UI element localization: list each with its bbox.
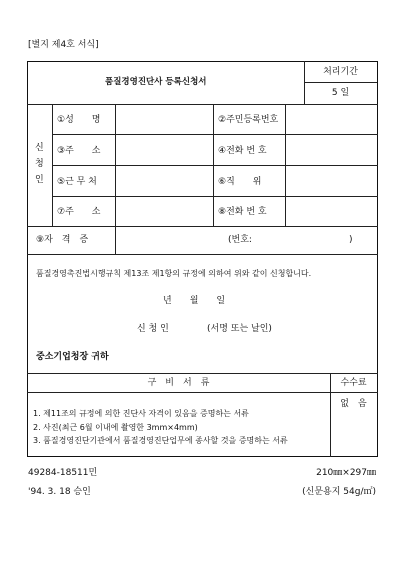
qualification-number-close: ): [349, 235, 353, 245]
row-line-3: [52, 196, 378, 197]
position-label: ⑥직 위: [218, 177, 262, 187]
applicant-sign-label: 신 청 인: [137, 324, 169, 334]
date-line: 년 월 일: [163, 296, 226, 306]
qualification-bottom-line: [27, 254, 378, 255]
address2-label: ⑦주 소: [57, 207, 101, 217]
row-line-1: [52, 134, 378, 135]
footer-paper: (신문용지 54g/㎡): [302, 487, 376, 497]
documents-header: 구 비 서 류: [147, 378, 210, 388]
rrn-label: ②주민등록번호: [218, 115, 279, 125]
address1-label: ③주 소: [57, 146, 101, 156]
footer-size: 210㎜×297㎜: [316, 468, 376, 478]
qualification-number-label: (번호:: [228, 235, 252, 245]
title-bottom-line: [27, 104, 378, 105]
document-item-3: 3. 품질경영진단기관에서 품질경영진단업무에 종사할 것을 증명하는 서류: [33, 436, 288, 445]
phone1-label: ④전화 번 호: [218, 146, 267, 156]
documents-header-line: [27, 392, 378, 393]
footer-approval: '94. 3. 18 승인: [28, 487, 91, 497]
row-line-4: [27, 226, 378, 227]
label-col-line: [115, 104, 116, 254]
sign-note: (서명 또는 날인): [207, 324, 272, 334]
frame-bottom: [27, 456, 378, 457]
applicant-label-3: 인: [35, 175, 44, 185]
row-line-2: [52, 165, 378, 166]
frame-top: [27, 61, 378, 62]
frame-left: [27, 61, 28, 457]
statement: 품질경영촉진법시행규칙 제13조 제1항의 규정에 의하여 위와 같이 신청합니다.: [36, 269, 312, 278]
documents-top-line: [27, 373, 378, 374]
workplace-label: ⑤근 무 처: [57, 177, 97, 187]
fee-value: 없 음: [340, 399, 367, 409]
recipient: 중소기업청장 귀하: [36, 352, 109, 362]
qualification-label: ⑨자 격 증: [36, 235, 89, 245]
document-item-2: 2. 사진(최근 6월 이내에 촬영한 3mm×4mm): [33, 423, 198, 432]
footer-code: 49284-18511민: [28, 468, 98, 478]
form-title: 품질경영진단사 등록신청서: [105, 77, 207, 87]
applicant-label-2: 청: [35, 159, 44, 169]
fee-label: 수수료: [340, 378, 367, 388]
frame-right: [377, 61, 378, 457]
phone2-label: ⑧전화 번 호: [218, 207, 267, 217]
name-label: ①성 명: [57, 115, 101, 125]
processing-label: 처리기간: [323, 67, 358, 77]
document-item-1: 1. 제11조의 규정에 의한 진단사 자격이 있음을 증명하는 서류: [33, 409, 249, 418]
applicant-label-1: 신: [35, 143, 44, 153]
processing-value: 5 일: [331, 88, 350, 98]
form-number: [별지 제4호 서식]: [28, 40, 99, 50]
processing-mid-line: [304, 82, 377, 83]
